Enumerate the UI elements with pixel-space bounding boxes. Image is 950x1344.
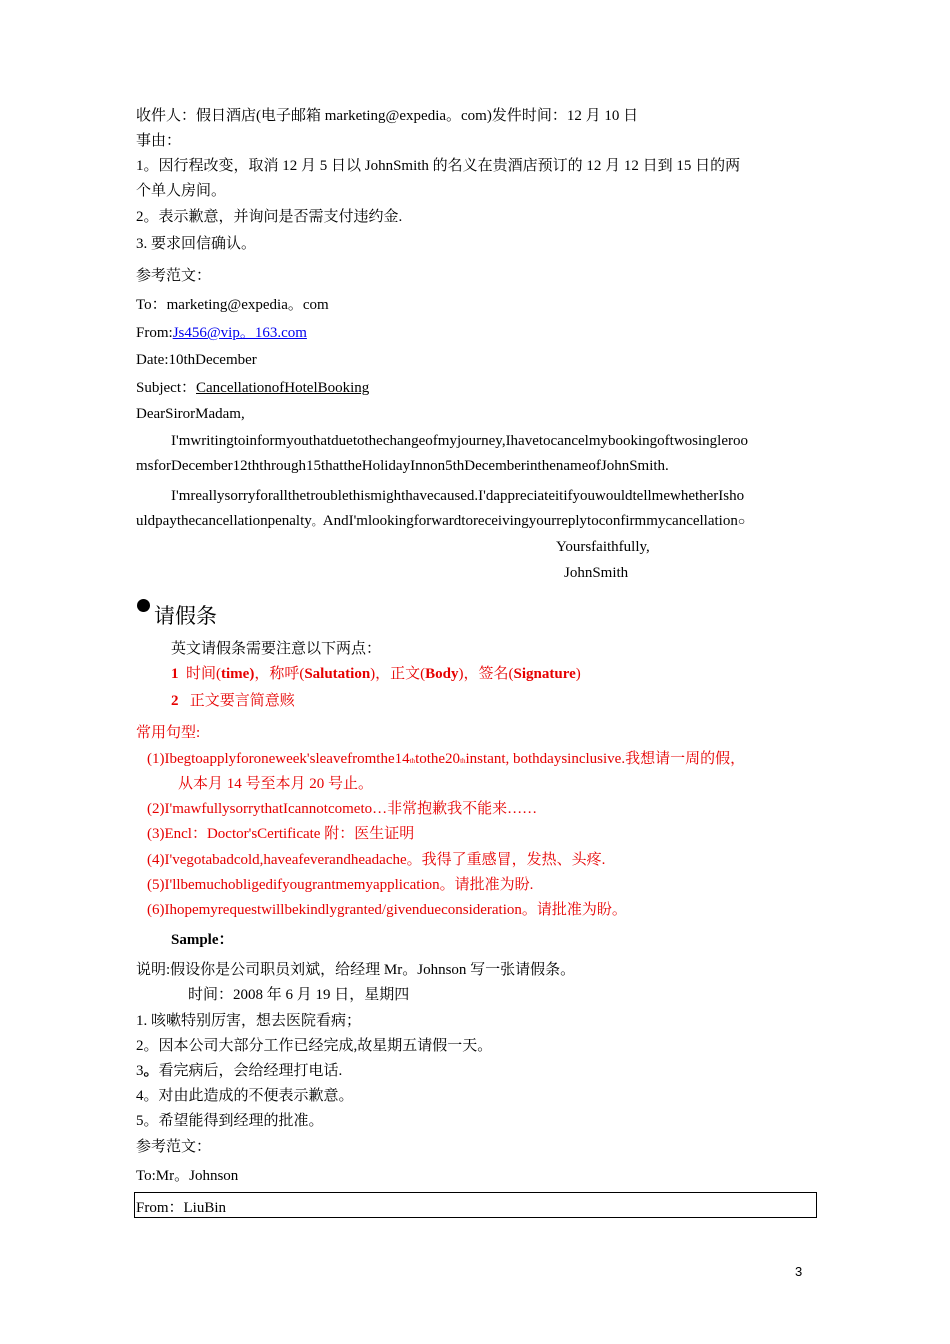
tip-1-signature: Signature xyxy=(513,666,576,682)
task2-point1: 1. 咳嗽特别厉害，想去医院看病； xyxy=(136,1013,362,1029)
section-intro: 英文请假条需要注意以下两点： xyxy=(171,641,382,657)
tip-1-body: Body xyxy=(425,666,459,682)
tip-2 xyxy=(171,691,295,711)
task2-time: 时间：2008 年 6 月 19 日，星期四 xyxy=(188,987,410,1003)
sentence-5: (5)I'llbemuchobligedifyougrantmemyapplication。请批准为盼. xyxy=(147,877,534,893)
letter1-salutation: DearSirorMadam, xyxy=(136,406,245,422)
bullet-icon xyxy=(137,599,150,612)
letter1-para2-separator: 。 xyxy=(311,516,323,528)
letter1-para1-cont: msforDecember12ththrough15thattheHolidayInnon5thDecemberinthenameofJohnSmith. xyxy=(136,458,669,474)
sentence-1-th-1: th xyxy=(409,757,416,765)
letter1-para2-cont xyxy=(136,511,745,532)
tip-1-text-c: )，正文( xyxy=(370,666,426,682)
tip-1-number: 1 xyxy=(171,666,179,682)
letter1-from-email-link[interactable]: Js456@vip。163.com xyxy=(172,325,307,341)
task2-point3 xyxy=(136,1061,342,1081)
letter2-from: From：LiuBin xyxy=(136,1200,227,1216)
sentence-1-text-c: instant, bothdaysinclusive.我想请一周的假， xyxy=(465,751,746,767)
letter1-para1: I'mwritingtoinformyouthatduetothechangeofmyjourney,Ihavetocancelmybookingoftwosingleroo xyxy=(171,433,748,449)
task2-point3-separator: 。 xyxy=(143,1063,159,1079)
task1-point1-cont: 个单人房间。 xyxy=(136,183,227,199)
letter1-signature: JohnSmith xyxy=(564,565,629,581)
task2-point5: 5。希望能得到经理的批准。 xyxy=(136,1113,324,1129)
tip-1-text-a: 时间( xyxy=(186,666,221,682)
letter1-from xyxy=(136,323,307,343)
common-sentences-label: 常用句型: xyxy=(136,725,201,741)
letter2-to: To:Mr。Johnson xyxy=(136,1168,239,1184)
page-number: 3 xyxy=(795,1264,803,1279)
letter1-date: Date:10thDecember xyxy=(136,352,257,368)
tip-1-text-b: ，称呼( xyxy=(254,666,305,682)
reason-label: 事由： xyxy=(136,133,182,149)
task2-point4: 4。对由此造成的不便表示歉意。 xyxy=(136,1088,354,1104)
sentence-1-cont: 从本月 14 号至本月 20 号止。 xyxy=(178,776,374,792)
task1-point3: 3. 要求回信确认。 xyxy=(136,236,257,252)
letter1-from-label: From: xyxy=(136,325,173,341)
tip-2-number: 2 xyxy=(171,693,179,709)
sentence-6: (6)Ihopemyrequestwillbekindlygranted/givendueconsideration。请批准为盼。 xyxy=(147,902,627,918)
letter1-subject-label: Subject： xyxy=(136,380,196,396)
sentence-1-text-a: (1)Ibegtoapplyforoneweek'sleavefromthe14 xyxy=(147,751,410,767)
sentence-4: (4)I'vegotabadcold,haveafeverandheadache。我得了重感冒，发热、头疼. xyxy=(147,852,606,868)
letter1-para2: I'mreallysorryforallthetroublethismighthavecaused.I'dappreciateitifyouwouldtellmewhetherIsho xyxy=(171,488,745,504)
task2-point3-number: 3 xyxy=(136,1063,144,1079)
sentence-1 xyxy=(147,749,745,771)
letter1-subject-text: CancellationofHotelBooking xyxy=(196,380,370,396)
sample-label-2: 参考范文： xyxy=(136,1139,212,1155)
sentence-3: (3)Encl：Doctor'sCertificate 附：医生证明 xyxy=(147,826,415,842)
task2-point2: 2。因本公司大部分工作已经完成,故星期五请假一天。 xyxy=(136,1038,493,1054)
sentence-1-text-b: tothe20 xyxy=(415,751,461,767)
recipient-line: 收件人：假日酒店(电子邮箱 marketing@expedia。com)发件时间：12 月 10 日 xyxy=(136,108,639,124)
letter2-from-box xyxy=(134,1192,817,1218)
sentence-1-th-2: th xyxy=(460,757,466,765)
section-heading: 请假条 xyxy=(154,604,217,628)
sentence-2: (2)I'mawfullysorrythatIcannotcometo…非常抱歉我不能来…… xyxy=(147,801,538,817)
letter1-closing: Yoursfaithfully, xyxy=(556,539,650,555)
tip-1 xyxy=(171,664,581,684)
sample-label-1: 参考范文： xyxy=(136,268,212,284)
tip-1-salutation: Salutation xyxy=(304,666,371,682)
letter1-para2-text-a: uldpaythecancellationpenalty xyxy=(136,513,312,529)
letter1-to: To：marketing@expedia。com xyxy=(136,297,329,313)
tip-1-text-d: )，签名( xyxy=(458,666,514,682)
letter1-subject xyxy=(136,378,369,398)
task2-point3-text: 看完病后，会给经理打电话. xyxy=(158,1063,343,1079)
letter1-para2-text-b: AndI'mlookingforwardtoreceivingyourreplytoconfirmmycancellation xyxy=(322,513,738,529)
task2-instruction: 说明:假设你是公司职员刘斌，给经理 Mr。Johnson 写一张请假条。 xyxy=(136,962,576,978)
task1-point1: 1。因行程改变，取消 12 月 5 日以 JohnSmith 的名义在贵酒店预订的 12 月 12 日到 15 日的两 xyxy=(136,158,741,174)
letter1-para2-end-mark: ○ xyxy=(737,514,746,528)
tip-1-text-e: ) xyxy=(575,666,581,682)
task1-point2: 2。表示歉意，并询问是否需支付违约金. xyxy=(136,209,403,225)
tip-1-time: time) xyxy=(221,666,255,682)
tip-2-text: 正文要言简意赅 xyxy=(189,693,295,709)
sample-heading: Sample： xyxy=(171,932,234,948)
